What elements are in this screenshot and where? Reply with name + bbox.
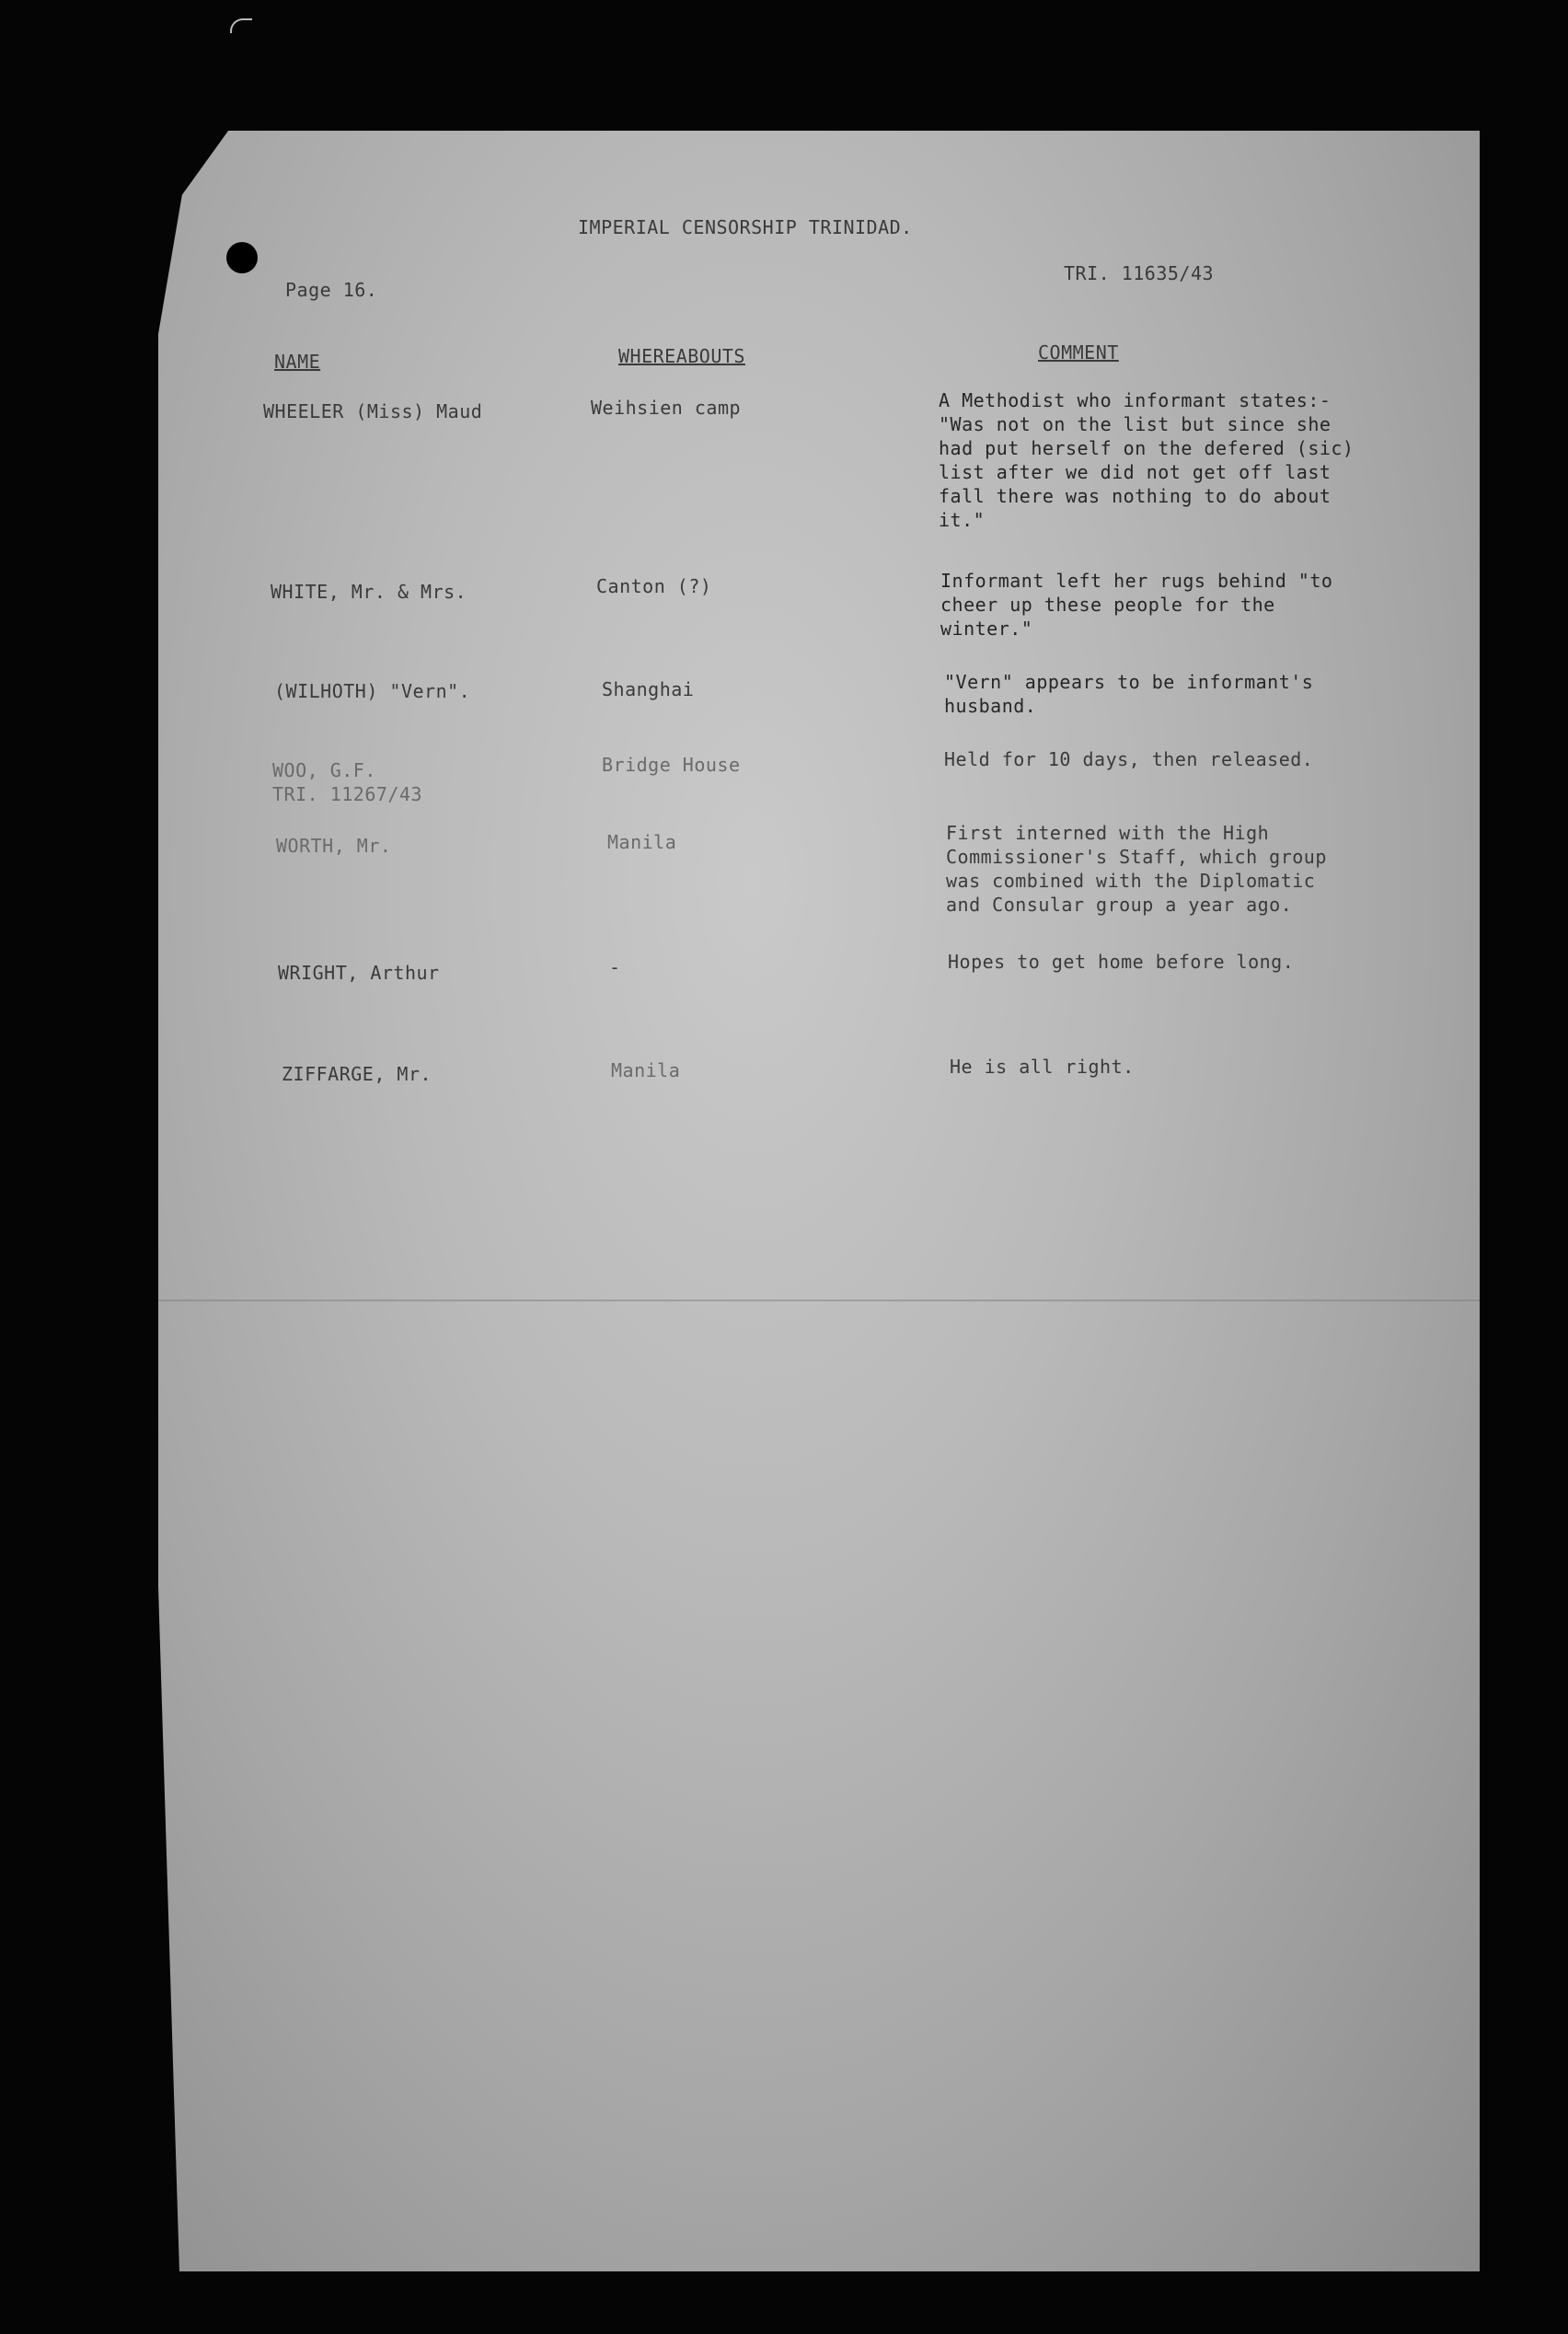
row-6-whereabouts: - bbox=[609, 956, 621, 978]
row-4-whereabouts: Bridge House bbox=[602, 754, 741, 776]
row-1-comment: A Methodist who informant states:- "Was not on the list but since she had put herself on the defered (sic) list after we did not get off last fall there was nothing to do about it." bbox=[939, 389, 1355, 531]
row-3-comment: "Vern" appears to be informant's husband. bbox=[944, 671, 1314, 717]
document-title: IMPERIAL CENSORSHIP TRINIDAD. bbox=[578, 216, 913, 238]
row-6-name: WRIGHT, Arthur bbox=[278, 962, 440, 984]
punch-hole bbox=[226, 242, 258, 273]
row-7-comment: He is all right. bbox=[950, 1056, 1135, 1078]
row-1-whereabouts: Weihsien camp bbox=[591, 397, 742, 419]
row-4-comment: Held for 10 days, then released. bbox=[944, 748, 1314, 770]
reference-number: TRI. 11635/43 bbox=[1064, 262, 1215, 284]
page-number: Page 16. bbox=[285, 279, 378, 301]
column-header-name: NAME bbox=[274, 351, 321, 373]
row-2-name: WHITE, Mr. & Mrs. bbox=[271, 581, 467, 603]
row-7-name: ZIFFARGE, Mr. bbox=[282, 1063, 432, 1085]
page-fold-line bbox=[158, 1300, 1480, 1301]
row-3-whereabouts: Shanghai bbox=[602, 678, 695, 700]
row-3-name: (WILHOTH) "Vern". bbox=[274, 680, 471, 702]
row-1-name: WHEELER (Miss) Maud bbox=[263, 400, 483, 422]
column-header-whereabouts: WHEREABOUTS bbox=[618, 345, 745, 367]
row-2-comment: Informant left her rugs behind "to cheer up these people for the winter." bbox=[940, 570, 1333, 640]
column-header-comment: COMMENT bbox=[1038, 341, 1119, 364]
row-4-name: WOO, G.F. TRI. 11267/43 bbox=[272, 759, 423, 805]
row-5-whereabouts: Manila bbox=[607, 831, 677, 853]
row-5-name: WORTH, Mr. bbox=[276, 835, 392, 857]
scan-corner-mark bbox=[230, 18, 252, 33]
row-6-comment: Hopes to get home before long. bbox=[948, 951, 1295, 973]
row-2-whereabouts: Canton (?) bbox=[596, 575, 712, 597]
row-7-whereabouts: Manila bbox=[611, 1059, 681, 1081]
row-5-comment: First interned with the High Commissioner's Staff, which group was combined with the Diplomatic and Consular group a year ago. bbox=[946, 822, 1327, 916]
